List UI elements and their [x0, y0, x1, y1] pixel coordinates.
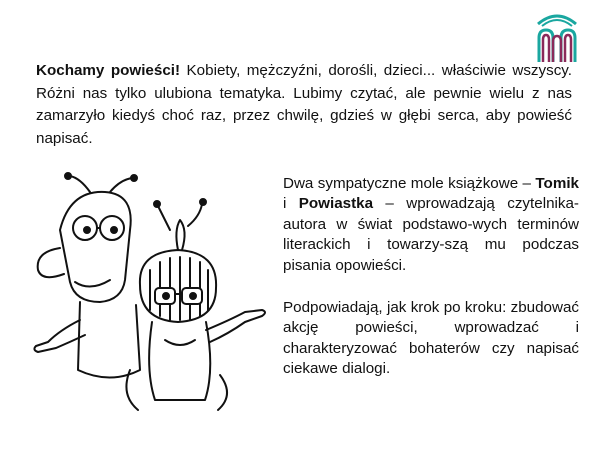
- character-name-powiastka: Powiastka: [298, 195, 374, 213]
- steps-paragraph: Podpowiadają, jak krok po kroku: zbudować akcję powieści, wprowadzać i charakteryzować bohaterów czy napisać ciekawe dialogi.: [283, 299, 579, 378]
- intro-text: Kobiety, mężczyźni, dorośli, dzieci... właściwie wszyscy. Różni nas tylko ulubiona tematyka. Lubimy czytać, ale pewnie wielu z nas zamarzyło kiedyś choć raz, przez chwilę, gdzieś w głębi serca, aby powieść napisać.: [36, 62, 572, 147]
- character-name-tomik: Tomik: [535, 175, 579, 192]
- intro-lead: Kochamy powieści!: [36, 62, 181, 79]
- intro-paragraph: [36, 60, 572, 150]
- characters-text-3: – wprowadzają czytelnika-autora w świat podstawo-wych terminów literackich i towarzy-szą mu podczas pisania opowieści.: [283, 195, 579, 274]
- description-column: [283, 174, 579, 380]
- characters-text-1: Dwa sympatyczne mole książkowe –: [283, 175, 536, 192]
- bookworm-characters-icon: [30, 170, 280, 420]
- characters-text-2: i: [283, 195, 299, 213]
- characters-paragraph: [283, 174, 579, 276]
- building-arch-icon: [534, 10, 580, 66]
